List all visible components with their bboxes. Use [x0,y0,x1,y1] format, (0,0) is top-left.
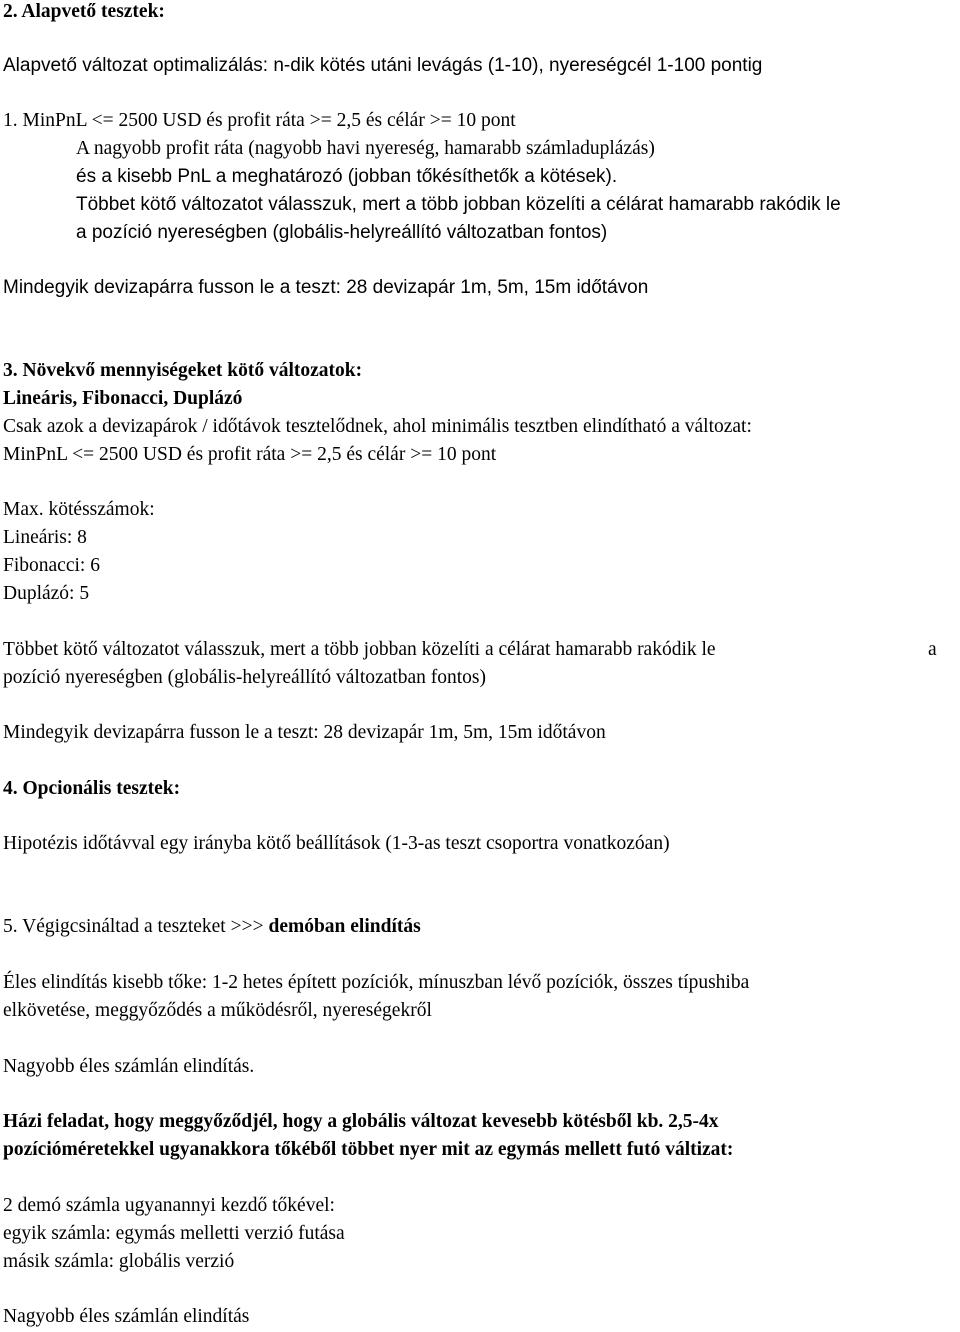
section-3-choose-line-2: pozíció nyereségben (globális-helyreállító változatban fontos) [3,667,486,688]
section-4-line: Hipotézis időtávval egy irányba kötő beállítások (1-3-as teszt csoportra vonatkozóan) [3,833,670,854]
item-1-line-3: és a kisebb PnL a meghatározó (jobban tőkésíthetők a kötések). [76,166,618,187]
section-4-heading: 4. Opcionális tesztek: [3,778,181,799]
section-3-subheading: Lineáris, Fibonacci, Duplázó [3,388,243,409]
section-2-heading: 2. Alapvető tesztek: [3,1,165,22]
item-1-line-5: a pozíció nyereségben (globális-helyreállító változatban fontos) [76,222,608,243]
max-trades-doubling: Duplázó: 5 [3,583,90,604]
section-3-heading: 3. Növekvő mennyiségeket kötő változatok: [3,360,363,381]
section-3-all-pairs: Mindegyik devizapárra fusson le a teszt: 28 devizapár 1m, 5m, 15m időtávon [3,722,606,743]
section-3-line-1: Csak azok a devizapárok / időtávok tesztelődnek, ahol minimális tesztben elindítható a változat: [3,416,752,437]
live-launch-line-2: elkövetése, meggyőződés a működésről, nyereségekről [3,1000,432,1021]
section-5-lead [3,917,421,937]
bigger-account-launch-2: Nagyobb éles számlán elindítás [3,1306,250,1327]
section-5-lead-text: 5. Végigcsináltad a teszteket >>> [3,916,269,937]
max-trades-title: Max. kötésszámok: [3,499,155,520]
live-launch-line-1: Éles elindítás kisebb tőke: 1-2 hetes épített pozíciók, mínuszban lévő pozíciók, összes típushiba [3,972,750,993]
section-2-intro: Alapvető változat optimalizálás: n-dik kötés utáni levágás (1-10), nyereségcél 1-100 pontig [3,55,763,76]
homework-line-2: pozícióméretekkel ugyanakkora tőkéből többet nyer mit az egymás mellett futó váltizat: [3,1139,734,1160]
demo-account-b: másik számla: globális verzió [3,1251,235,1272]
homework-line-1: Házi feladat, hogy meggyőződjél, hogy a globális változat kevesebb kötésből kb. 2,5-4x [3,1111,719,1132]
section-3-line-2: MinPnL <= 2500 USD és profit ráta >= 2,5 és célár >= 10 pont [3,444,497,465]
item-1-line-1: 1. MinPnL <= 2500 USD és profit ráta >= 2,5 és célár >= 10 pont [3,110,516,131]
max-trades-linear: Lineáris: 8 [3,527,87,548]
section-5-lead-bold: demóban elindítás [268,916,421,937]
demo-account-a: egyik számla: egymás melletti verzió futása [3,1223,345,1244]
bigger-account-launch-1: Nagyobb éles számlán elindítás. [3,1056,255,1077]
section-2-all-pairs: Mindegyik devizapárra fusson le a teszt: 28 devizapár 1m, 5m, 15m időtávon [3,277,649,298]
section-3-choose-line-1: Többet kötő változatot válasszuk, mert a több jobban közelíti a célárat hamarabb rakódik le [3,639,716,660]
demo-accounts-title: 2 demó számla ugyanannyi kezdő tőkével: [3,1195,335,1216]
item-1-line-2: A nagyobb profit ráta (nagyobb havi nyereség, hamarabb számladuplázás) [76,138,655,159]
section-3-choose-line-1-tail: a [928,639,937,660]
item-1-line-4: Többet kötő változatot válasszuk, mert a több jobban közelíti a célárat hamarabb rakódik le [76,194,841,215]
max-trades-fibonacci: Fibonacci: 6 [3,555,100,576]
